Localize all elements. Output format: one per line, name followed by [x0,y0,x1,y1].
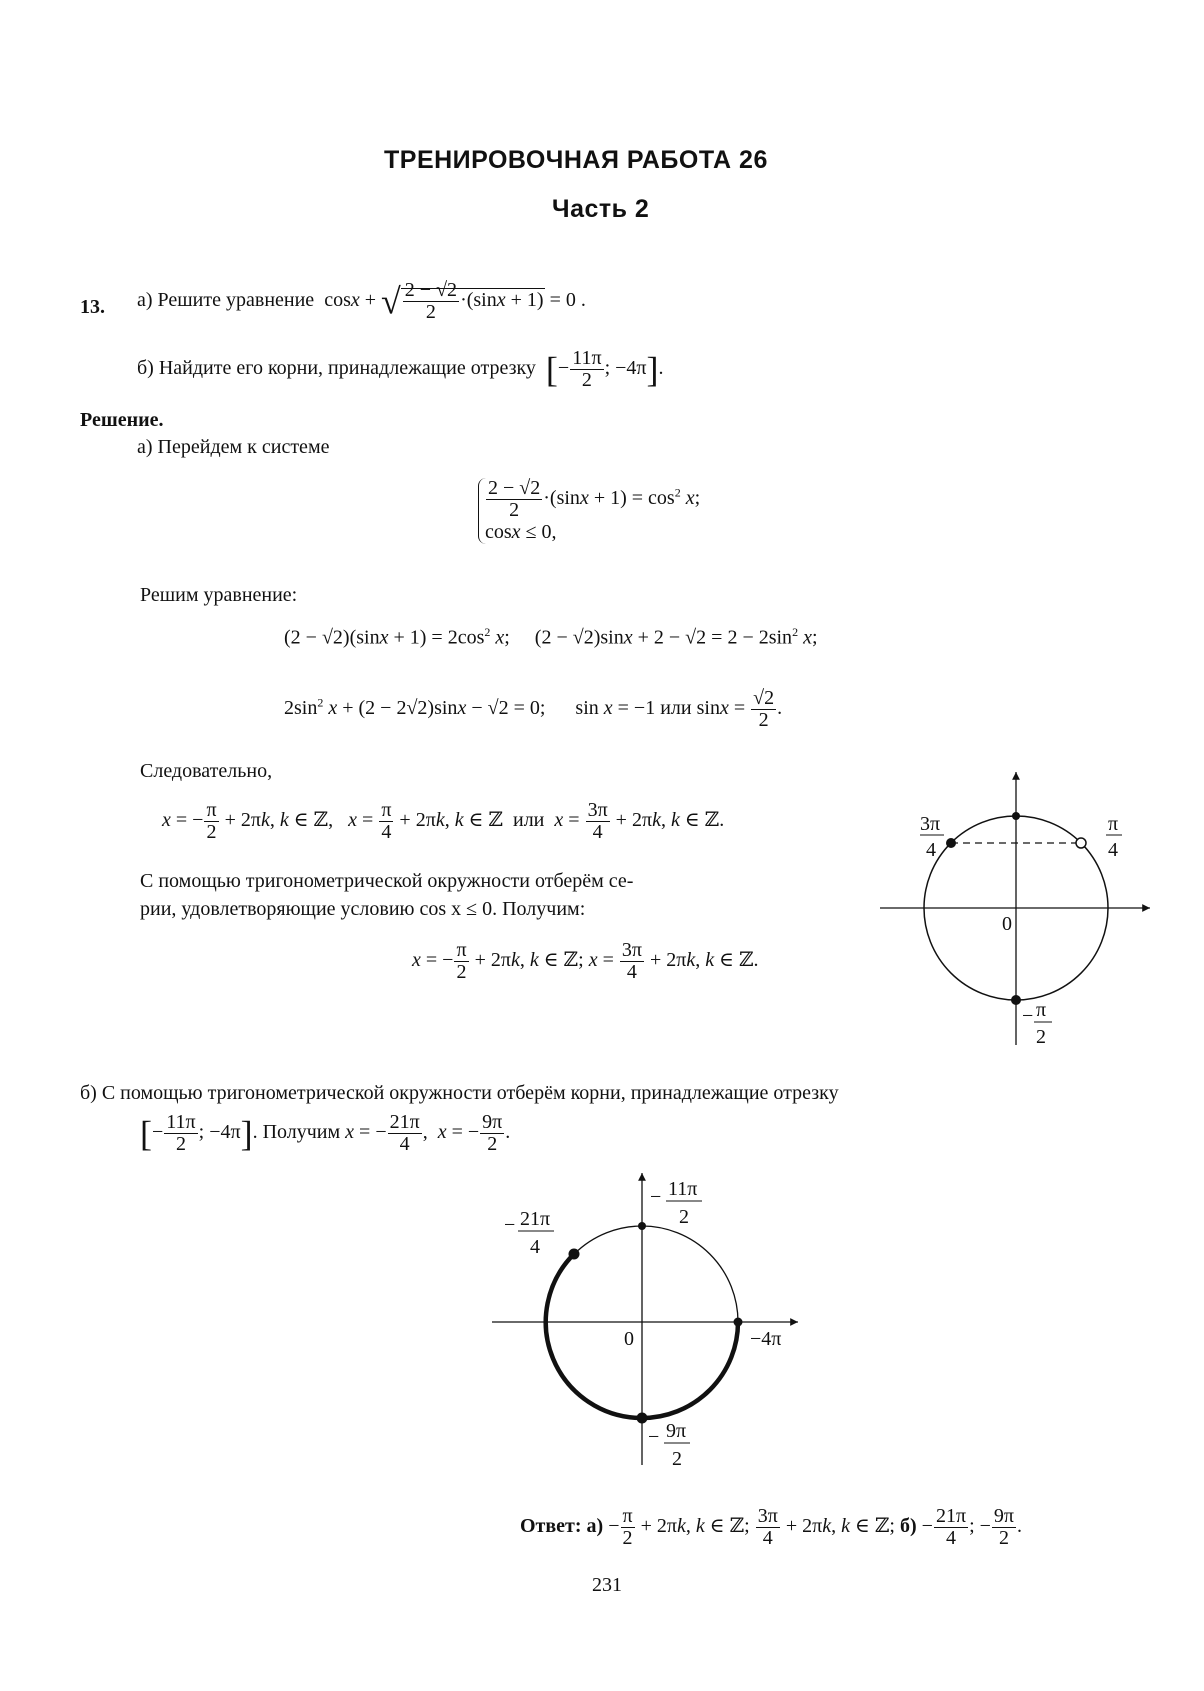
solve-equation-label: Решим уравнение: [140,584,298,606]
select-text-line-2: рии, удовлетворяющие условию cos x ≤ 0. Получим: [140,898,586,920]
label-m4pi: −4π [750,1328,782,1350]
label-mpi2-num: π [1036,999,1047,1021]
point-m21pi4 [569,1249,580,1260]
label-mpi2-sign: − [1022,1005,1034,1027]
or-word: или [660,697,692,720]
system-of-equations: $\frac{2 - √2}{2}$ $\cdot(\sin x + 1) = \cos^2 x$; cosx ≤ 0, [478,478,700,544]
label-m9pi2-sign: − [648,1426,660,1448]
label-m9pi2-den: 2 [672,1448,682,1470]
task-part-b-label: б) Найдите его корни, принадлежащие отрезку [137,357,536,380]
label-3pi4-den: 4 [926,839,936,861]
part-b-text-line-1: б) С помощью тригонометрической окружности отберём корни, принадлежащие отрезку [80,1082,839,1104]
label-m11pi2-num: 11π [668,1178,698,1200]
label-m11pi2-den: 2 [679,1206,689,1228]
part-b-text-line-2: [− $\frac{11\pi}{2}$ ; −4π]. Получим x = − $\frac{21\pi}{4}$ , x = − $\frac{9\pi}{2}$ . [140,1111,511,1155]
point-minus-pi2 [1011,995,1021,1005]
solution-heading: Решение. [80,409,164,431]
label-pi4-den: 4 [1108,839,1118,861]
point-top [1012,812,1020,820]
equation-line-2: $2\sin^2$ x + (2 − 2√2)sinx − √2 = 0; sin x = −1 или sinx = $\frac{√2}{2}$ . [284,687,783,731]
label-zero: 0 [624,1328,634,1350]
unit-circle-2 [480,1165,820,1475]
task-number: 13. [80,296,105,318]
page-number: 231 [592,1574,622,1596]
series-selected: x = − $\frac{\pi}{2}$ + 2πk, k ∈ ℤ; x = $\frac{3\pi}{4}$ + 2πk, k ∈ ℤ. [412,939,759,983]
label-m11pi2-sign: − [650,1186,662,1208]
label-m9pi2-num: 9π [666,1420,687,1442]
page-subtitle: Часть 2 [552,195,650,223]
label-3pi4-num: 3π [920,813,941,835]
task-part-a [137,280,586,323]
label-m21pi4-num: 21π [520,1208,551,1230]
answer: Ответ: а) − $\frac{\pi}{2}$ + 2πk, k ∈ ℤ; $\frac{3\pi}{4}$ + 2πk, k ∈ ℤ; б) − $\frac{21\pi}{4}$ ; − $\frac{9\pi}{2}$ . [520,1505,1023,1549]
point-3pi4 [946,838,956,848]
point-m9pi2 [637,1413,648,1424]
solution-a-intro: а) Перейдем к системе [137,436,330,458]
label-mpi2-den: 2 [1036,1026,1046,1048]
task-equation: cosx + √ $\frac{2 - √2}{2}$ ·(sinx + 1) = 0 . [319,279,586,323]
therefore-label: Следовательно, [140,760,273,782]
select-text-line-1: С помощью тригонометрической окружности отберём се- [140,870,634,892]
point-m11pi2 [638,1222,646,1230]
task-part-b [137,348,664,391]
point-m4pi [734,1318,743,1327]
task-part-a-label: а) Решите уравнение [137,289,315,312]
point-pi4 [1076,838,1086,848]
label-m21pi4-sign: − [504,1214,516,1236]
task-interval: [− $\frac{11\pi}{2}$ ; −4π]. [545,347,664,391]
part-b-get: . Получим [252,1121,341,1144]
label-zero: 0 [1002,913,1012,935]
label-pi4-num: π [1108,813,1119,835]
page-title: ТРЕНИРОВОЧНАЯ РАБОТА 26 [384,146,768,174]
series-all: x = − $\frac{\pi}{2}$ + 2πk, k ∈ ℤ, x = $\frac{\pi}{4}$ + 2πk, k ∈ ℤ или x = $\frac{3\pi}{4}$ + 2πk, k ∈ ℤ. [162,799,725,843]
label-m21pi4-den: 4 [530,1236,540,1258]
equation-line-1: $(2 - √2)(\sin x + 1) = 2\cos^2$ x; $(2 - √2)\sin x + 2 - √2 = 2 - 2\sin^2$ x; [284,625,818,649]
answer-label: Ответ: [520,1515,582,1538]
unit-circle-1 [870,760,1160,1060]
